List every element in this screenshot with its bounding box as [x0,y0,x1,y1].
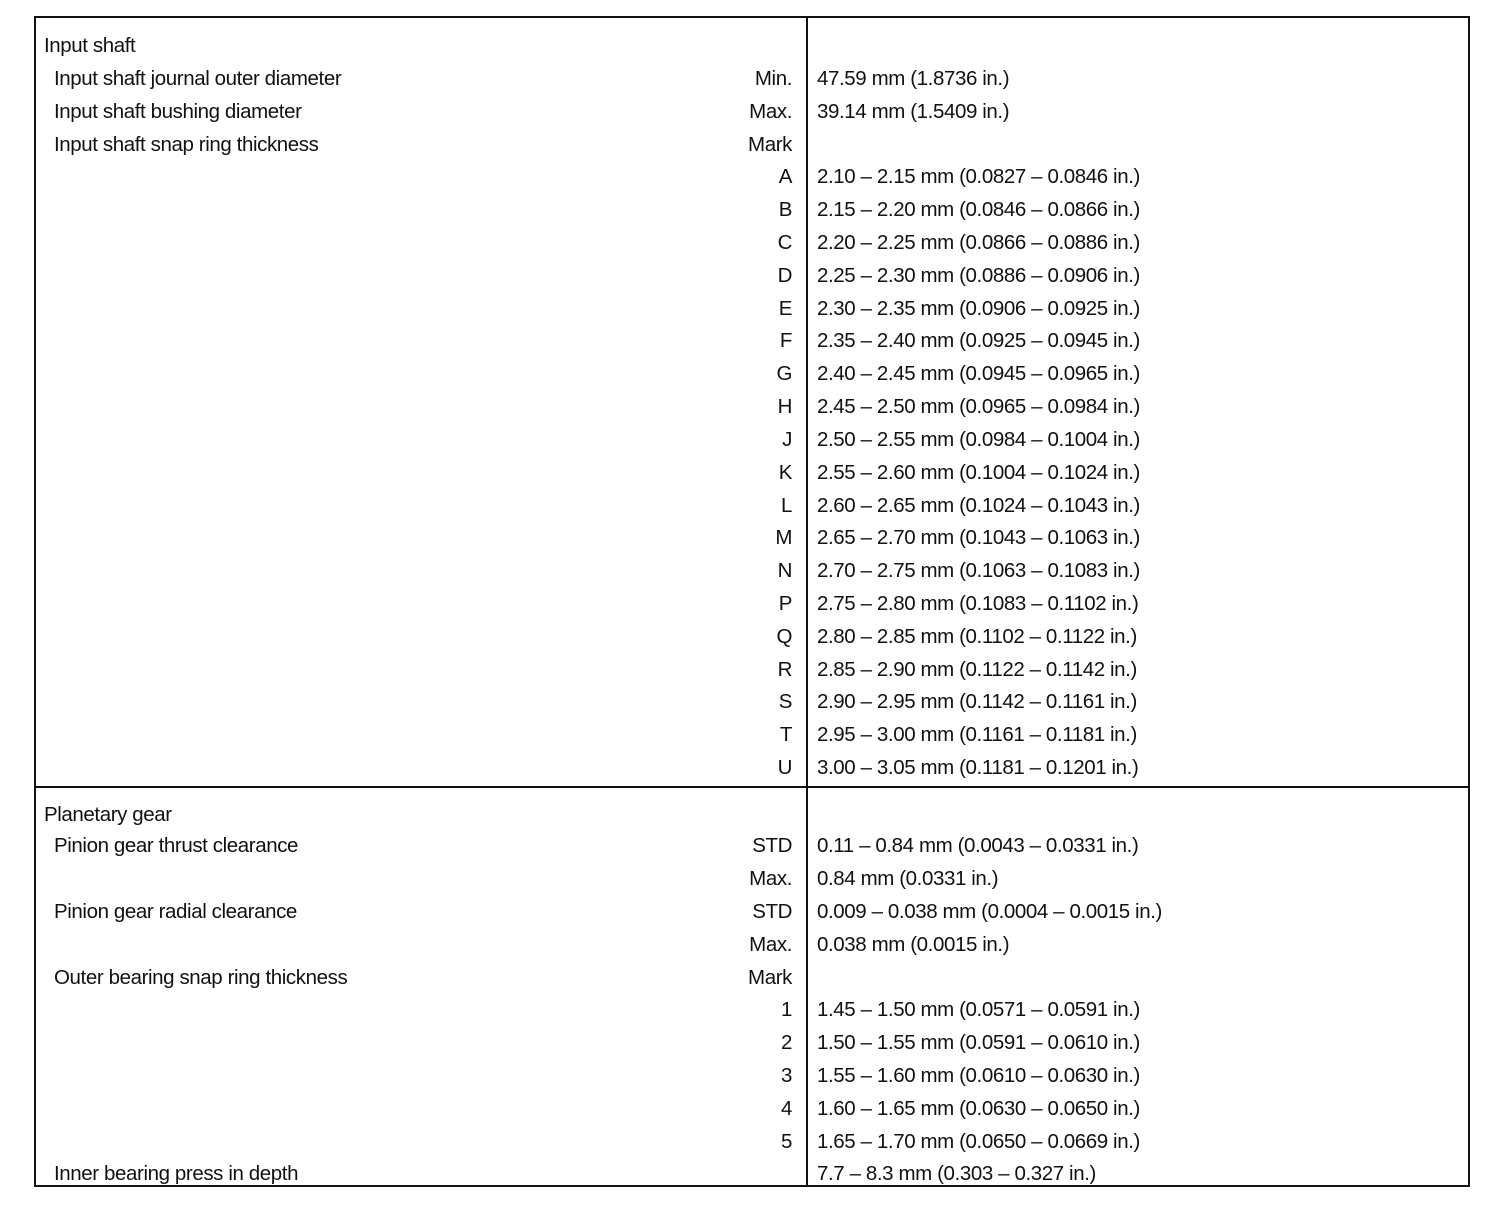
mark-label: Min. [754,67,792,90]
section-planetary-gear [36,786,1468,1187]
mark-label: T [779,723,792,746]
mark-label: P [778,592,792,615]
spec-value: 2.15 – 2.20 mm (0.0846 – 0.0866 in.) [817,198,1140,221]
item-label: Input shaft bushing diameter [54,100,302,123]
section-input-shaft [36,18,1468,786]
spec-value: 2.90 – 2.95 mm (0.1142 – 0.1161 in.) [817,690,1137,713]
mark-label: Q [776,625,792,648]
table-row [36,588,1468,620]
spec-value: 2.40 – 2.45 mm (0.0945 – 0.0965 in.) [817,362,1140,385]
mark-label: STD [752,834,792,857]
table-row [36,325,1468,357]
mark-label: E [778,297,792,320]
item-label: Inner bearing press in depth [54,1162,299,1185]
table-row [36,490,1468,522]
mark-label: 3 [780,1064,792,1087]
mark-label: G [776,362,792,385]
table-row [36,522,1468,554]
mark-label: L [780,494,792,517]
table-row [36,962,1468,994]
spec-value: 2.25 – 2.30 mm (0.0886 – 0.0906 in.) [817,264,1140,287]
table-row [36,1126,1468,1158]
spec-value: 1.45 – 1.50 mm (0.0571 – 0.0591 in.) [817,998,1140,1021]
item-label: Pinion gear thrust clearance [54,834,299,857]
table-row [36,929,1468,961]
mark-label: D [777,264,792,287]
mark-label: J [782,428,792,451]
spec-value: 47.59 mm (1.8736 in.) [817,67,1010,90]
mark-label: A [778,165,792,188]
table-row [36,1158,1468,1190]
mark-label: K [778,461,792,484]
mark-label: U [777,756,792,779]
spec-value: 39.14 mm (1.5409 in.) [817,100,1010,123]
mark-label: M [775,526,792,549]
table-row [36,161,1468,193]
spec-value: 2.85 – 2.90 mm (0.1122 – 0.1142 in.) [817,658,1137,681]
mark-label: Max. [749,100,792,123]
spec-value: 1.60 – 1.65 mm (0.0630 – 0.0650 in.) [817,1097,1140,1120]
spec-value: 2.30 – 2.35 mm (0.0906 – 0.0925 in.) [817,297,1140,320]
spec-value: 3.00 – 3.05 mm (0.1181 – 0.1201 in.) [817,756,1139,779]
section-heading: Planetary gear [44,803,172,826]
mark-label: S [778,690,792,713]
mark-label: Max. [749,867,792,890]
mark-label: B [778,198,792,221]
spec-value: 2.65 – 2.70 mm (0.1043 – 0.1063 in.) [817,526,1140,549]
table-row [36,457,1468,489]
spec-value: 0.11 – 0.84 mm (0.0043 – 0.0331 in.) [817,834,1139,857]
spec-value: 2.50 – 2.55 mm (0.0984 – 0.1004 in.) [817,428,1140,451]
table-row [36,555,1468,587]
section-heading-row [36,30,1468,62]
spec-value: 2.35 – 2.40 mm (0.0925 – 0.0945 in.) [817,329,1140,352]
table-row [36,719,1468,751]
table-row [36,194,1468,226]
table-row [36,686,1468,718]
spec-value: 0.038 mm (0.0015 in.) [817,933,1010,956]
table-row [36,1060,1468,1092]
table-row [36,654,1468,686]
spec-value: 2.75 – 2.80 mm (0.1083 – 0.1102 in.) [817,592,1139,615]
table-row [36,96,1468,128]
spec-value: 1.55 – 1.60 mm (0.0610 – 0.0630 in.) [817,1064,1140,1087]
table-row [36,830,1468,862]
mark-label: 5 [780,1130,792,1153]
table-row [36,63,1468,95]
table-row [36,1027,1468,1059]
mark-label: C [777,231,792,254]
spec-value: 2.70 – 2.75 mm (0.1063 – 0.1083 in.) [817,559,1140,582]
mark-label: Max. [749,933,792,956]
item-label: Outer bearing snap ring thickness [54,966,348,989]
spec-value: 1.50 – 1.55 mm (0.0591 – 0.0610 in.) [817,1031,1140,1054]
item-label: Input shaft snap ring thickness [54,133,319,156]
spec-value: 0.009 – 0.038 mm (0.0004 – 0.0015 in.) [817,900,1162,923]
spec-value: 2.45 – 2.50 mm (0.0965 – 0.0984 in.) [817,395,1140,418]
table-row [36,260,1468,292]
item-label: Input shaft journal outer diameter [54,67,342,90]
mark-label: H [777,395,792,418]
item-label: Pinion gear radial clearance [54,900,297,923]
table-row [36,293,1468,325]
table-row [36,358,1468,390]
table-row [36,227,1468,259]
section-heading-row [36,799,1468,831]
mark-label: 4 [780,1097,792,1120]
mark-label: STD [752,900,792,923]
spec-value: 2.10 – 2.15 mm (0.0827 – 0.0846 in.) [817,165,1140,188]
spec-value: 0.84 mm (0.0331 in.) [817,867,999,890]
table-row [36,621,1468,653]
table-row [36,752,1468,784]
spec-value: 2.95 – 3.00 mm (0.1161 – 0.1181 in.) [817,723,1137,746]
table-row [36,896,1468,928]
mark-label: R [777,658,792,681]
table-row [36,1093,1468,1125]
spec-value: 7.7 – 8.3 mm (0.303 – 0.327 in.) [817,1162,1096,1185]
mark-label: Mark [748,966,792,989]
spec-table [34,16,1470,1187]
table-row [36,994,1468,1026]
section-heading: Input shaft [44,34,136,57]
spec-value: 2.20 – 2.25 mm (0.0866 – 0.0886 in.) [817,231,1140,254]
table-row [36,863,1468,895]
mark-label: 1 [780,998,792,1021]
spec-value: 2.60 – 2.65 mm (0.1024 – 0.1043 in.) [817,494,1140,517]
mark-label: F [779,329,792,352]
table-row [36,129,1468,161]
mark-label: Mark [748,133,792,156]
table-row [36,391,1468,423]
spec-value: 1.65 – 1.70 mm (0.0650 – 0.0669 in.) [817,1130,1140,1153]
mark-label: N [777,559,792,582]
spec-value: 2.80 – 2.85 mm (0.1102 – 0.1122 in.) [817,625,1137,648]
table-row [36,424,1468,456]
spec-value: 2.55 – 2.60 mm (0.1004 – 0.1024 in.) [817,461,1140,484]
mark-label: 2 [780,1031,792,1054]
